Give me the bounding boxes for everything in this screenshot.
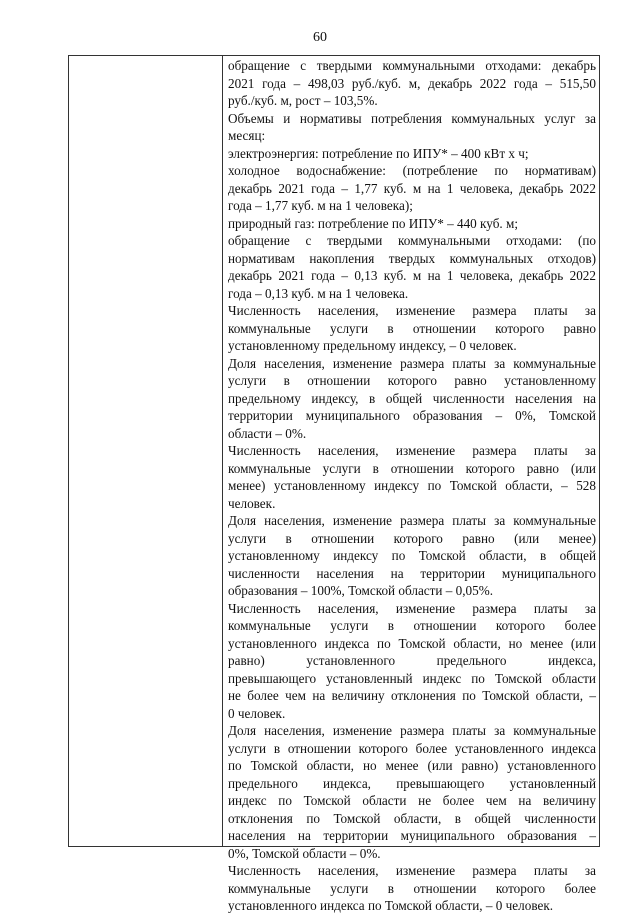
column-divider (222, 56, 223, 846)
text-line: коммунальные услуги в отношении которого равно (или (228, 460, 596, 476)
text-line: месяц: (228, 128, 266, 143)
text-line: Численность населения, изменение размера платы за (228, 863, 596, 878)
table-cell-right (228, 57, 596, 915)
document-table (68, 55, 600, 913)
text-line: установленному индексу по Томской области, в общей (228, 548, 596, 563)
text-line: декабрь 2021 года – 1,77 куб. м на 1 человека, декабрь 2022 (228, 180, 596, 196)
text-line: руб./куб. м, рост – 103,5%. (228, 93, 378, 108)
text-line: нормативам накопления твердых коммунальных отходов) (228, 250, 596, 266)
text-line: не более чем на величину отклонения по Томской области, – (228, 688, 596, 703)
text-line: услуги в отношении которого равно установленному (228, 373, 596, 388)
text-line: коммунальные услуги в отношении которого более (228, 618, 596, 633)
text-line: превышающего установленный индекс по Томской области (228, 670, 596, 686)
text-line: по Томской области, но менее (или равно) установленного (228, 758, 596, 773)
table-cell-left (69, 56, 222, 846)
text-line: Объемы и нормативы потребления коммунальных услуг за (228, 110, 596, 126)
text-line: установленного индекса по Томской области, – 0 человек. (228, 898, 554, 913)
text-line: индекс по Томской области не более чем на величину (228, 793, 596, 808)
text-line: человек. (228, 495, 276, 511)
text-line: Численность населения, изменение размера платы за (228, 303, 596, 318)
text-line: отклонения по Томской области, в общей численности (228, 810, 596, 826)
text-line: установленному предельному индексу, – 0 человек. (228, 338, 517, 353)
text-line: предельному индексу, в общей численности населения на (228, 390, 596, 406)
text-line: установленного индекса по Томской области, но менее (или (228, 635, 596, 651)
text-line: холодное водоснабжение: (потребление по нормативам) (228, 163, 596, 178)
text-line: обращение с твердыми коммунальными отходами: декабрь (228, 58, 596, 73)
text-line: Доля населения, изменение размера платы за коммунальные (228, 723, 596, 738)
text-line: коммунальные услуги в отношении которого более (228, 880, 596, 896)
text-line: обращение с твердыми коммунальными отходами: (по (228, 233, 596, 248)
text-line: Доля населения, изменение размера платы за коммунальные (228, 513, 596, 528)
text-line: территории муниципального образования – 0%, Томской (228, 408, 596, 423)
text-line: 0 человек. (228, 705, 286, 721)
text-line: образования – 100%, Томской области – 0,05%. (228, 583, 494, 598)
text-line: коммунальные услуги в отношении которого равно (228, 320, 596, 336)
page-number: 60 (313, 30, 327, 45)
text-line: населения на территории муниципального образования – (228, 828, 596, 843)
text-line: природный газ: потребление по ИПУ* – 440 куб. м; (228, 215, 519, 231)
text-line: предельного индекса, превышающего установленный (228, 775, 596, 791)
text-line: декабрь 2021 года – 0,13 куб. м на 1 человека, декабрь 2022 (228, 268, 596, 283)
text-line: 0%, Томской области – 0%. (228, 845, 381, 861)
text-line: области – 0%. (228, 425, 307, 441)
text-line: года – 1,77 куб. м на 1 человека); (228, 198, 413, 213)
text-line: услуги в отношении которого равно (или менее) (228, 530, 596, 546)
text-line: Численность населения, изменение размера платы за (228, 600, 596, 616)
text-line: Доля населения, изменение размера платы за коммунальные (228, 355, 596, 371)
text-line: менее) установленному индексу по Томской области, – 528 (228, 478, 596, 493)
text-line: услуги в отношении которого более установленного индекса (228, 740, 596, 756)
text-line: года – 0,13 куб. м на 1 человека. (228, 285, 409, 301)
text-line: равно) установленного предельного индекса, (228, 653, 596, 668)
text-line: Численность населения, изменение размера платы за (228, 443, 596, 458)
text-line: электроэнергия: потребление по ИПУ* – 400 кВт х ч; (228, 145, 529, 161)
text-line: численности населения на территории муниципального (228, 565, 596, 581)
text-line: 2021 года – 498,03 руб./куб. м, декабрь 2022 года – 515,50 (228, 75, 596, 91)
